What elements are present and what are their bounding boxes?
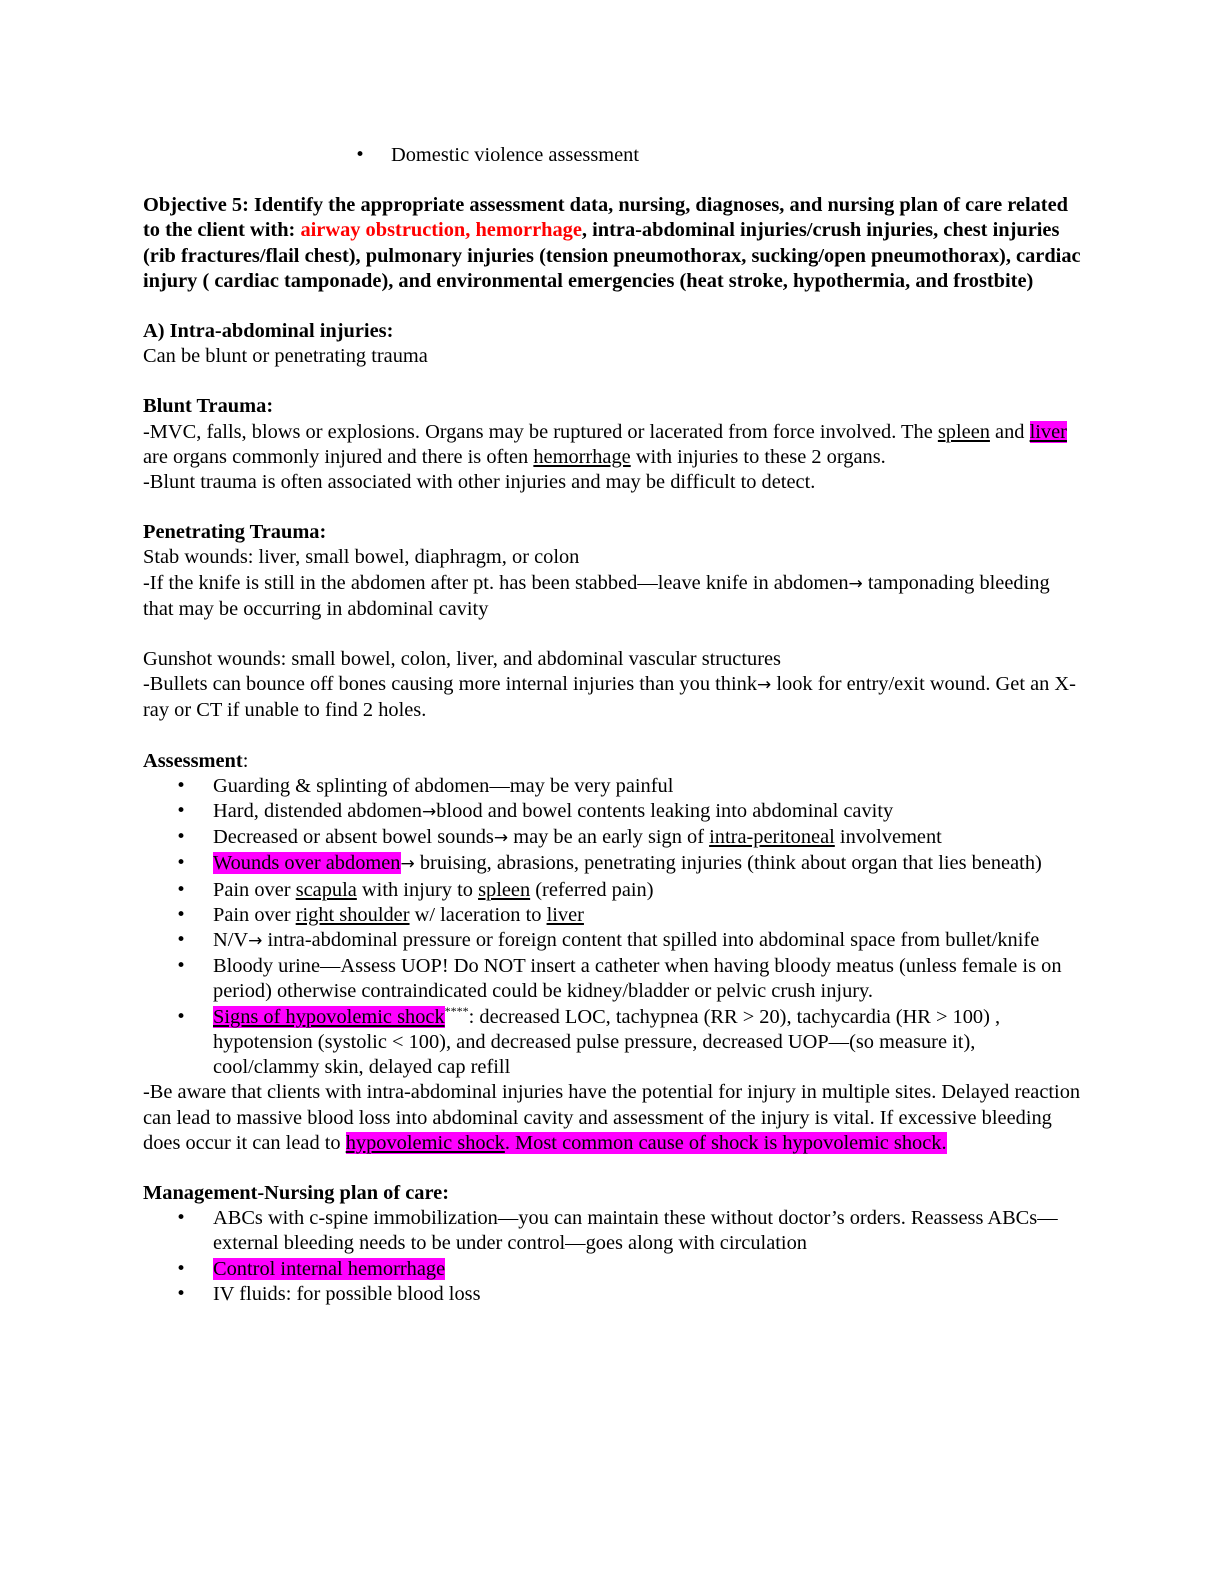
awareness-paragraph: -Be aware that clients with intra-abdominal injuries have the potential for injury in multiple sites. Delayed reaction can lead to massive blood loss into abdominal cavity and assessment of the injury is vital. If excessive bleeding does occur it can lead to hypovolemic shock. Most common cause of shock is hypovolemic shock. — [143, 1081, 1081, 1154]
blunt-trauma-note: -Blunt trauma is often associated with other injuries and may be difficult to detect. — [143, 471, 816, 494]
stab-wounds-text: Stab wounds: liver, small bowel, diaphragm, or colon — [143, 546, 580, 569]
top-bullet-list — [143, 143, 1083, 168]
document-page — [143, 143, 1083, 1307]
assessment-heading: Assessment: — [143, 749, 249, 772]
arrow-icon: → — [248, 931, 263, 952]
list-item: • ABCs with c-spine immobilization—you can maintain these without doctor’s orders. Reassess ABCs—external bleeding needs to be under control—goes along with circulation — [143, 1206, 1083, 1256]
list-item: • Signs of hypovolemic shock****: decreased LOC, tachypnea (RR > 20), tachycardia (HR > 100) , hypotension (systolic < 100), and decreased pulse pressure, decreased UOP—(so measure it), cool/clammy skin, delayed cap refill — [143, 1005, 1083, 1081]
list-item: • Pain over right shoulder w/ laceration to liver — [143, 903, 1083, 928]
penetrating-trauma-heading: Penetrating Trauma: — [143, 521, 327, 544]
list-item: • Guarding & splinting of abdomen—may be very painful — [143, 774, 1083, 799]
management-heading: Management-Nursing plan of care: — [143, 1181, 450, 1204]
arrow-icon: → — [421, 802, 437, 823]
objective-highlight-red: airway obstruction, hemorrhage — [300, 219, 582, 242]
arrow-icon: → — [400, 854, 415, 875]
blunt-trauma-heading: Blunt Trauma: — [143, 395, 274, 418]
list-item: • N/V→ intra-abdominal pressure or foreign content that spilled into abdominal space from bullet/knife — [143, 928, 1083, 954]
gunshot-wounds-text: Gunshot wounds: small bowel, colon, liver, and abdominal vascular structures — [143, 648, 781, 671]
arrow-icon: → — [848, 573, 863, 594]
management-list — [143, 1206, 1083, 1307]
arrow-icon: → — [493, 828, 509, 849]
objective-paragraph: Objective 5: Identify the appropriate assessment data, nursing, diagnoses, and nursing plan of care related to the client with: airway obstruction, hemorrhage, intra-abdominal injuries/crush injuries, chest injuries (rib fractures/flail chest), pulmonary injuries (tension pneumothorax, sucking/open pneumothorax), cardiac injury ( cardiac tamponade), and environmental emergencies (heat stroke, hypothermia, and frostbite) — [143, 194, 1081, 292]
list-item: • Control internal hemorrhage — [143, 1257, 1083, 1282]
list-item: • Pain over scapula with injury to spleen (referred pain) — [143, 878, 1083, 903]
blunt-trauma-text: -MVC, falls, blows or explosions. Organs may be ruptured or lacerated from force involved. The spleen and liver are organs commonly injured and there is often hemorrhage with injuries to these 2 organs. — [143, 420, 1067, 468]
list-item: • Wounds over abdomen→ bruising, abrasions, penetrating injuries (think about organ that lies beneath) — [143, 851, 1083, 877]
list-item: • Decreased or absent bowel sounds→ may be an early sign of intra-peritoneal involvement — [143, 825, 1083, 851]
list-item: • Bloody urine—Assess UOP! Do NOT insert a catheter when having bloody meatus (unless female is on period) otherwise contraindicated could be kidney/bladder or pelvic crush injury. — [143, 954, 1083, 1004]
list-item: • Domestic violence assessment — [143, 143, 1083, 168]
section-a-heading: A) Intra-abdominal injuries: — [143, 320, 394, 343]
list-item: • IV fluids: for possible blood loss — [143, 1282, 1083, 1307]
bullets-text: -Bullets can bounce off bones causing more internal injuries than you think→ look for entry/exit wound. Get an X-ray or CT if unable to find 2 holes. — [143, 673, 1076, 722]
section-a-intro: Can be blunt or penetrating trauma — [143, 345, 428, 368]
arrow-icon: → — [757, 675, 772, 696]
list-item: • Hard, distended abdomen→blood and bowel contents leaking into abdominal cavity — [143, 799, 1083, 825]
assessment-list — [143, 774, 1083, 1080]
knife-text: -If the knife is still in the abdomen after pt. has been stabbed—leave knife in abdomen→ tamponading bleeding that may be occurring in abdominal cavity — [143, 571, 1050, 620]
